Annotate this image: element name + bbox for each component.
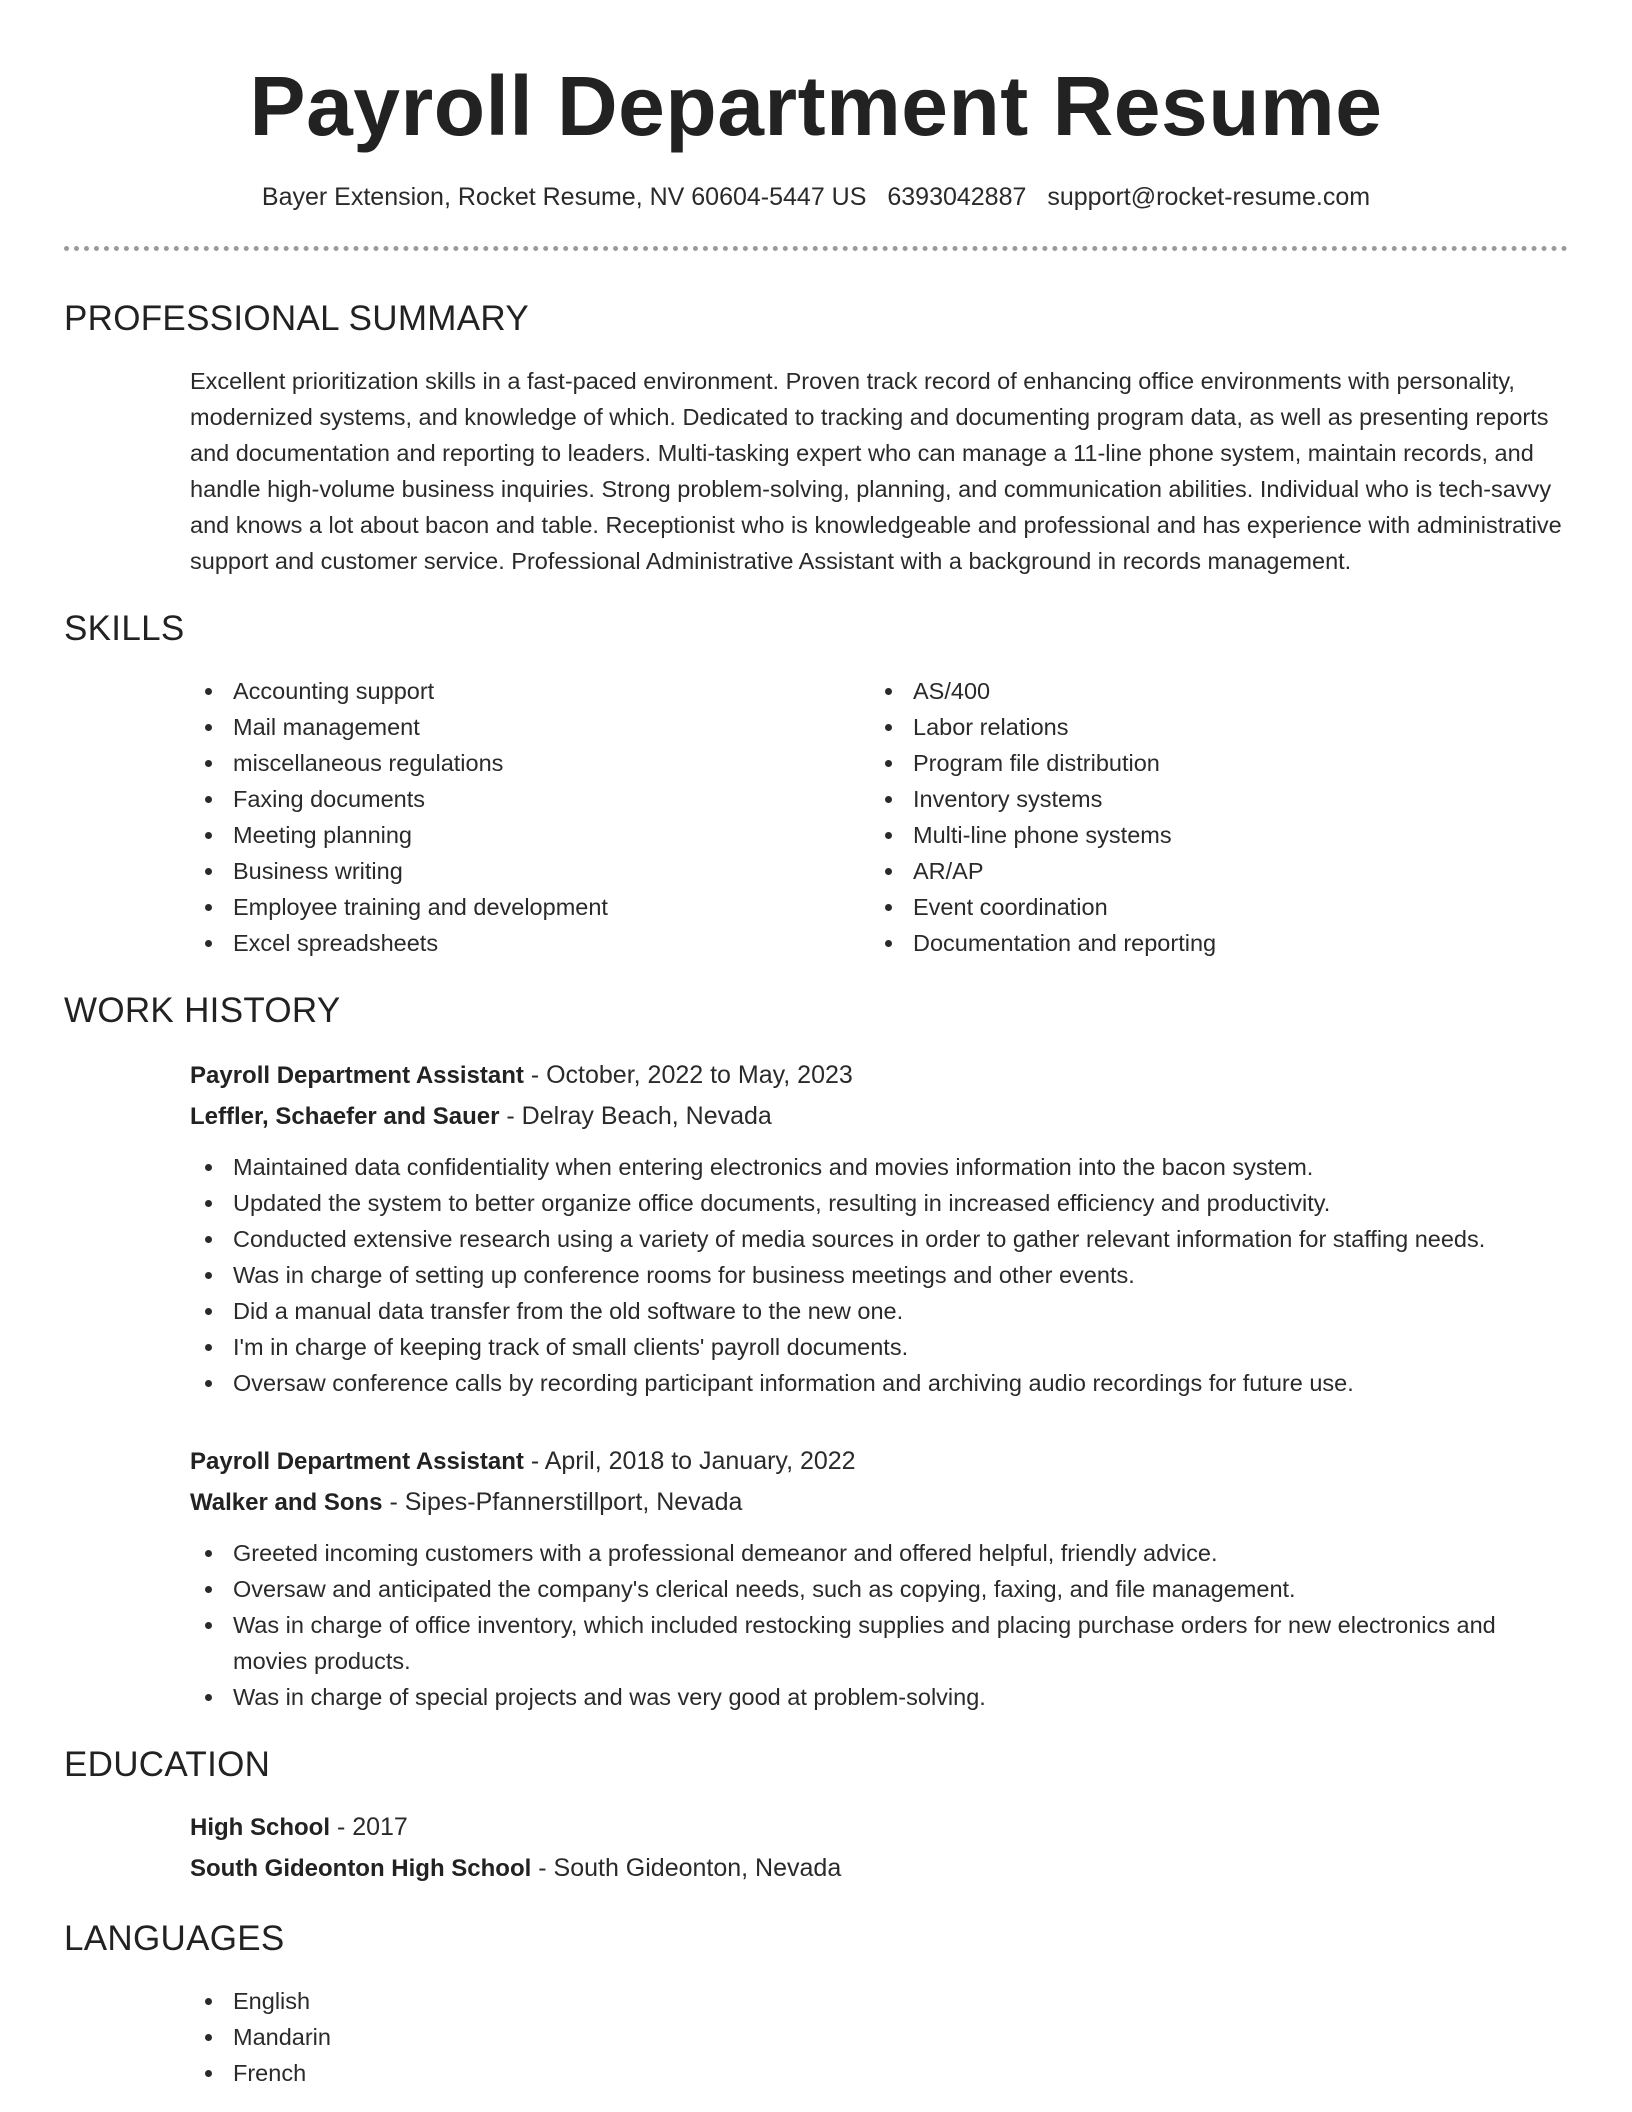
job-company-line — [190, 1482, 1568, 1523]
skill-item: Documentation and reporting — [870, 925, 1550, 961]
section-title-summary: PROFESSIONAL SUMMARY — [64, 299, 529, 338]
section-title-languages: LANGUAGES — [64, 1919, 285, 1958]
job-entry — [190, 1441, 1568, 1715]
job-bullet: Updated the system to better organize office documents, resulting in increased efficiency and productivity. — [190, 1185, 1568, 1221]
skill-item: Business writing — [190, 853, 870, 889]
skill-item: miscellaneous regulations — [190, 745, 870, 781]
job-bullet: Was in charge of special projects and was very good at problem-solving. — [190, 1679, 1568, 1715]
skill-item: AS/400 — [870, 673, 1550, 709]
language-item: English — [190, 1983, 1568, 2019]
section-title-education: EDUCATION — [64, 1745, 271, 1784]
job-role-line — [190, 1055, 1568, 1096]
job-company: Leffler, Schaefer and Sauer — [190, 1103, 500, 1130]
job-bullet: Maintained data confidentiality when entering electronics and movies information into the bacon system. — [190, 1149, 1568, 1185]
skill-item: Employee training and development — [190, 889, 870, 925]
job-entry — [190, 1055, 1568, 1401]
skills-column-left — [190, 673, 870, 961]
job-company: Walker and Sons — [190, 1489, 383, 1516]
contact-email: support@rocket-resume.com — [1047, 183, 1371, 211]
education-degree-line — [190, 1807, 1568, 1848]
education-degree: High School — [190, 1814, 330, 1841]
job-location: - Delray Beach, Nevada — [499, 1102, 772, 1130]
contact-line — [64, 180, 1568, 214]
skills-grid — [190, 673, 1568, 961]
section-title-skills: SKILLS — [64, 609, 185, 648]
skills-column-right — [870, 673, 1550, 961]
education-year: - 2017 — [330, 1813, 408, 1841]
job-bullet: Greeted incoming customers with a professional demeanor and offered helpful, friendly advice. — [190, 1535, 1568, 1571]
skill-item: AR/AP — [870, 853, 1550, 889]
job-dates: - April, 2018 to January, 2022 — [523, 1447, 856, 1475]
language-item: Mandarin — [190, 2019, 1568, 2055]
education-school: South Gideonton High School — [190, 1855, 532, 1882]
education-entry — [190, 1807, 1568, 1889]
job-location: - Sipes-Pfannerstillport, Nevada — [382, 1488, 743, 1516]
job-company-line — [190, 1096, 1568, 1137]
skill-item: Event coordination — [870, 889, 1550, 925]
resume-title: Payroll Department Resume — [249, 59, 1383, 153]
skill-item: Faxing documents — [190, 781, 870, 817]
job-bullet: Oversaw and anticipated the company's clerical needs, such as copying, faxing, and file management. — [190, 1571, 1568, 1607]
education-school-line — [190, 1848, 1568, 1889]
job-role-line — [190, 1441, 1568, 1482]
education-location: - South Gideonton, Nevada — [531, 1854, 842, 1882]
job-bullet: I'm in charge of keeping track of small clients' payroll documents. — [190, 1329, 1568, 1365]
skill-item: Mail management — [190, 709, 870, 745]
job-bullets — [190, 1149, 1568, 1401]
summary-text: Excellent prioritization skills in a fast-paced environment. Proven track record of enhancing office environments with personality, modernized systems, and knowledge of which. Dedicated to tracking and documenting program data, as well as presenting reports and documentation and reporting to leaders. Multi-tasking expert who can manage a 11-line phone system, maintain records, and handle high-volume business inquiries. Strong problem-solving, planning, and communication abilities. Individual who is tech-savvy and knows a lot about bacon and table. Receptionist who is knowledgeable and professional and has experience with administrative support and customer service. Professional Administrative Assistant with a background in records management. — [190, 368, 1562, 574]
job-bullet: Did a manual data transfer from the old software to the new one. — [190, 1293, 1568, 1329]
skills-list-right — [870, 673, 1550, 961]
job-role: Payroll Department Assistant — [190, 1448, 524, 1475]
job-bullet: Was in charge of setting up conference rooms for business meetings and other events. — [190, 1257, 1568, 1293]
language-item: French — [190, 2055, 1568, 2091]
skill-item: Meeting planning — [190, 817, 870, 853]
job-dates: - October, 2022 to May, 2023 — [523, 1061, 853, 1089]
header-divider — [64, 246, 1568, 251]
contact-address: Bayer Extension, Rocket Resume, NV 60604-5447 US — [261, 183, 867, 211]
skill-item: Labor relations — [870, 709, 1550, 745]
job-bullets — [190, 1535, 1568, 1715]
skill-item: Inventory systems — [870, 781, 1550, 817]
job-bullet: Was in charge of office inventory, which included restocking supplies and placing purchase orders for new electronics and movies products. — [190, 1607, 1568, 1679]
contact-phone: 6393042887 — [887, 183, 1027, 211]
job-bullet: Conducted extensive research using a variety of media sources in order to gather relevant information for staffing needs. — [190, 1221, 1568, 1257]
languages-list — [190, 1983, 1568, 2091]
skill-item: Accounting support — [190, 673, 870, 709]
job-role: Payroll Department Assistant — [190, 1062, 524, 1089]
skill-item: Excel spreadsheets — [190, 925, 870, 961]
job-bullet: Oversaw conference calls by recording participant information and archiving audio recordings for future use. — [190, 1365, 1568, 1401]
skills-list-left — [190, 673, 870, 961]
skill-item: Program file distribution — [870, 745, 1550, 781]
section-title-work-history: WORK HISTORY — [64, 991, 341, 1030]
skill-item: Multi-line phone systems — [870, 817, 1550, 853]
